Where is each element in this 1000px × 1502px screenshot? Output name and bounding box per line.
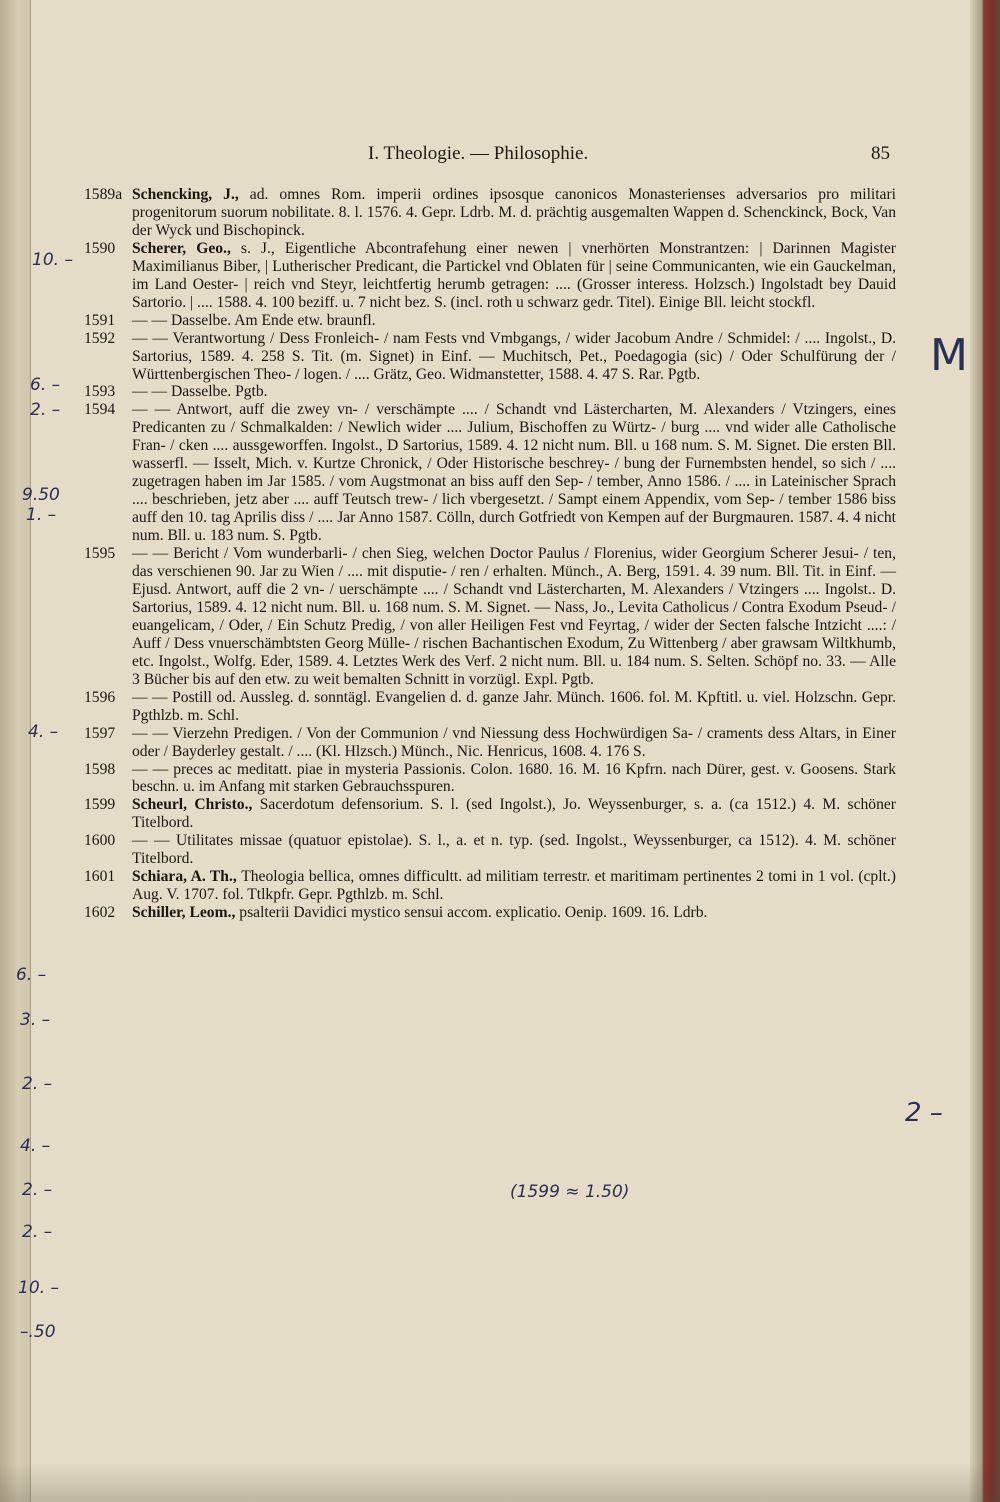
entry-description: ad. omnes Rom. imperii ordines ipsosque canonicos Monasterienses adversarios pro militari progenitorum suorum nobilitate. 8. l. 1576. 4. Gepr. Ldrb. M. d. prächtig ausgemalten Wappen d. Schenckinck, Bock, Van der Wyck und Bischopinck. <box>132 186 897 239</box>
entry-number: 1589a <box>84 186 123 203</box>
entry-number: 1590 <box>84 239 116 257</box>
entry-author: Schencking, J., <box>132 186 250 203</box>
entry-text <box>132 186 896 240</box>
catalog-entry <box>84 330 896 384</box>
entry-number: 1597 <box>84 724 116 742</box>
catalog-entry <box>84 832 896 868</box>
entry-text <box>132 904 896 922</box>
catalog-entry <box>84 312 896 330</box>
catalog-entry <box>84 383 896 401</box>
handwritten-price: 2. – <box>22 1074 53 1094</box>
entry-description: Sacerdotum defensorium. S. l. (sed Ingolst.), Jo. Weyssenburger, s. a. (ca 1512.) 4. M. schöner Titelbord. <box>132 796 896 832</box>
entry-text <box>132 240 896 312</box>
entry-text <box>132 761 896 797</box>
handwritten-price: 2. – <box>30 400 61 420</box>
handwritten-price: 10. – <box>32 250 73 270</box>
catalog-entry <box>84 904 896 922</box>
entry-text <box>132 689 896 725</box>
entry-number: 1592 <box>84 329 116 347</box>
entry-author: Scheurl, Christo., <box>132 796 260 814</box>
entry-description: — — Antwort, auff die zwey vn- / verschämpte .... / Schandt vnd Lästercharten, M. Alexanders / Vtzingers, eines Predicanten zu / Schmalkalden: / Newlich wider .... Julium, Bischoffen zu Würtz- / burg .... vnd wider alle Catholische Fran- / cken .... aussgeworffen. Ingolst., D Sartorius, 1589. 4. 12 nicht num. Bll. u 168 num. S. M. Signet. Die ersten Bll. wasserfl. — Isselt, Mich. v. Kurtze Chronick, / Oder Historische beschrey- / bung der Furnembsten hendel, so sich / .... zugetragen haben im Jar 1585. / vom Augstmonat an biss auff den Sep- / tember, Anno 1586. / .... in Lateinischer Sprach .... beschrieben, jetz aber .... auff Teutsch trew- / lich vbergesetzt. / Sampt einem Appendix, vom Sep- / tember 1586 biss auff den 10. tag Aprilis diss / .... Jar Anno 1587. Cölln, durch Gotfriedt von Kempen auf der Burgmauren. 1587. 4. 4 nicht num. Bll. u. 183 num. S. Pgtb. <box>132 401 896 545</box>
entry-number: 1591 <box>84 311 116 329</box>
handwritten-price: 6. – <box>16 965 47 985</box>
handwritten-price: 10. – <box>18 1278 59 1298</box>
entry-number: 1602 <box>84 904 116 922</box>
entry-description: psalterii Davidici mystico sensui accom. explicatio. Oenip. 1609. 16. Ldrb. <box>239 904 708 922</box>
entry-description: — — Dasselbe. Pgtb. <box>132 383 268 401</box>
entry-number: 1593 <box>84 383 116 401</box>
entry-number: 1594 <box>84 401 116 419</box>
entry-description: — — Utilitates missae (quatuor epistolae). S. l., a. et n. typ. (sed. Ingolst., Weyssenburger, ca 1512). 4. M. schöner Titelbord. <box>132 832 896 868</box>
handwritten-price: (1599 ≈ 1.50) <box>510 1182 630 1202</box>
catalog-entry <box>84 689 896 725</box>
entry-description: — — preces ac meditatt. piae in mysteria Passionis. Colon. 1680. 16. M. 16 Kpfrn. nach Dürer, gest. v. Goosens. Stark beschn. u. im Anfang mit starken Gebrauchsspuren. <box>132 760 896 796</box>
entry-number: 1600 <box>84 832 116 850</box>
entry-text <box>132 832 896 868</box>
entry-number: 1599 <box>84 796 116 814</box>
entry-author: Schiller, Leom., <box>132 904 240 922</box>
entry-number: 1598 <box>84 760 116 778</box>
entry-description: — — Bericht / Vom wunderbarli- / chen Sieg, welchen Doctor Paulus / Florenius, wider Georgium Scherer Jesui- / ten, das verschienen 90. Jar zu Wien / .... mit disputie- / ren / erhalten. Münch., A. Berg, 1591. 4. 39 num. Bll. Tit. in Einf. — Ejusd. Antwort, auff die 2 vn- / uerschämpte .... / Schandt vnd Lästercharten, M. Alexanders / Vtzingers .... Ingolst.. D. Sartorius, 1589. 4. 12 nicht num. Bll. u. 168 num. S. M. Signet. — Nass, Jo., Levita Catholicus / Contra Exodum Pseud- / euangelicam, / Oder, / Ein Schutz Predig, / von aller Heiligen Fest vnd Feyrtag, / wider der Secten falsche Intzicht ....: / Auff / Dess vnuerschämbtsten Georg Mülle- / rischen Bachantischen Exodum, Zu Wittenberg / aber grawsam Wiltkhumb, etc. Ingolst., Wolfg. Eder, 1589. 4. Letztes Werk des Verf. 2 nicht num. Bll. u. 184 num. S. Selten. Schöpf no. 33. — Alle 3 Bücher bis auf den etw. zu weit bemalten Schnitt in vorzügl. Expl. Pgtb. <box>132 545 896 688</box>
page-number: 85 <box>871 143 890 164</box>
entry-number: 1601 <box>84 868 116 886</box>
entry-text <box>132 725 896 761</box>
handwritten-price: –.50 <box>20 1322 56 1342</box>
entry-description: Theologia bellica, omnes difficultt. ad militiam terrestr. et maritimam pertinentes 2 tomi in 1 vol. (cplt.) Aug. V. 1707. fol. Ttlkpfr. Gepr. Pgthlzb. m. Schl. <box>132 868 896 904</box>
catalog-entry <box>84 796 896 832</box>
page-shadow <box>0 1462 1000 1502</box>
handwritten-price: 2. – <box>22 1222 53 1242</box>
catalog-entry <box>84 186 896 240</box>
handwritten-price: 9.50 <box>22 485 60 505</box>
catalog-entry <box>84 545 896 689</box>
entry-text <box>132 330 896 384</box>
handwritten-price: 6. – <box>30 375 61 395</box>
handwritten-price: 4. – <box>28 722 59 742</box>
catalog-entry <box>84 868 896 904</box>
handwritten-price: 3. – <box>20 1010 51 1030</box>
previous-page-edge <box>0 0 31 1502</box>
handwritten-mark: M <box>930 330 968 381</box>
catalog-entry <box>84 725 896 761</box>
page-header <box>130 143 890 169</box>
running-title: I. Theologie. — Philosophie. <box>368 143 589 164</box>
catalog-entry <box>84 240 896 312</box>
entry-text <box>132 312 896 330</box>
entry-text <box>132 401 896 545</box>
book-binding-edge <box>970 0 1000 1502</box>
entry-text <box>132 868 896 904</box>
entry-author: Schiara, A. Th., <box>132 868 242 886</box>
handwritten-price: 1. – <box>26 505 57 525</box>
entry-description: — — Verantwortung / Dess Fronleich- / nam Fests vnd Vmbgangs, / wider Jacobum Andre / Schmidel: / .... Ingolst., D. Sartorius, 1589. 4. 258 S. Tit. (m. Signet) in Einf. — Muchitsch, Pet., Poedagogia (sic) / Oder Schulfürung der / Württenbergischen Theo- / logen. / .... Grätz, Geo. Widmanstetter, 1588. 4. 47 S. Rar. Pgtb. <box>132 329 896 383</box>
entry-description: — — Postill od. Aussleg. d. sonntägl. Evangelien d. d. ganze Jahr. Münch. 1606. fol. M. Kpftitl. u. viel. Holzschn. Gepr. Pgthlzb. m. Schl. <box>132 688 896 724</box>
entry-description: — — Dasselbe. Am Ende etw. braunfl. <box>132 311 376 329</box>
entry-text <box>132 383 896 401</box>
entry-text <box>132 796 896 832</box>
entry-author: Scherer, Geo., <box>132 239 241 257</box>
handwritten-price: 2. – <box>22 1180 53 1200</box>
entry-number: 1595 <box>84 545 116 563</box>
catalog-entry <box>84 401 896 545</box>
entry-number: 1596 <box>84 688 116 706</box>
entry-description: — — Vierzehn Predigen. / Von der Communion / vnd Niessung dess Hochwürdigen Sa- / craments dess Altars, in Einer oder / Bayderley gestalt. / .... (Kl. Hlzsch.) Münch., Nic. Henricus, 1608. 4. 176 S. <box>132 724 896 760</box>
handwritten-price: 2 – <box>905 1098 943 1128</box>
catalog-entries <box>84 186 896 922</box>
handwritten-price: 4. – <box>20 1136 51 1156</box>
entry-text <box>132 545 896 689</box>
catalog-entry <box>84 761 896 797</box>
entry-description: s. J., Eigentliche Abcontrafehung einer newen | vnerhörten Monstrantzen: | Darinnen Magister Maximilianus Biber, | Lutherischer Predicant, die Partickel vnd Oblaten für | seine Communicanten, wie ein Gauckelman, im Land Oester- | reich vnd Steyr, leichtfertig herumb getragen: .... (Grosser interess. Holzsch.) Ingolstadt bey Dauid Sartorio. | .... 1588. 4. 100 beziff. u. 7 nicht bez. S. (incl. roth u schwarz gedr. Titel). Einige Bll. leicht stockfl. <box>132 239 896 311</box>
